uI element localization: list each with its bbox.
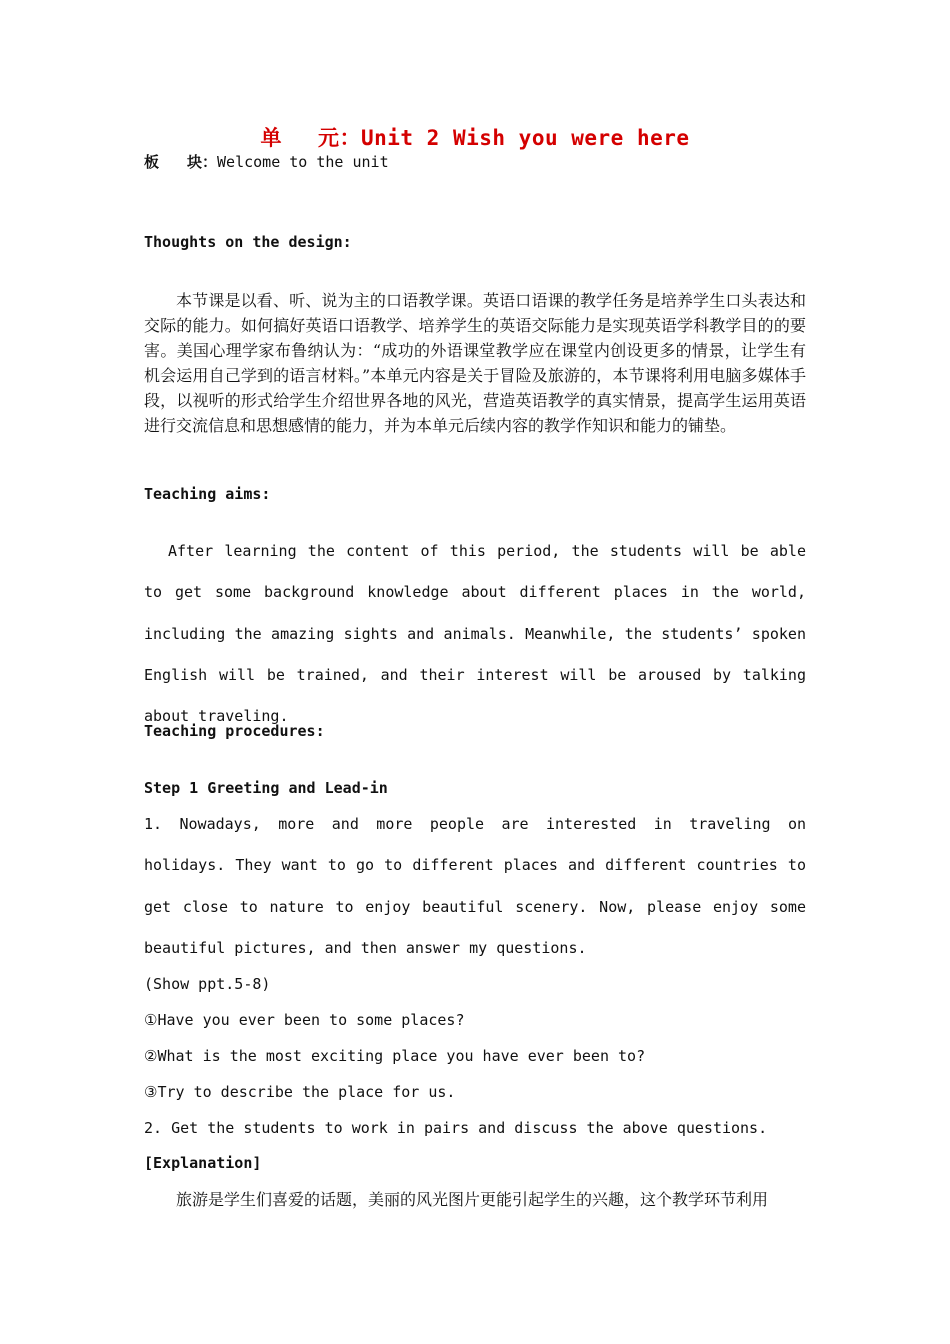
unit-label-b: 元： <box>317 126 361 150</box>
aims-paragraph: After learning the content of this period, the students will be able to get some background knowledge about different places in the world, including the amazing sights and animals. Meanwhile, the students’ spoken English will be trained, and their interest will be aroused by talking about traveling. <box>144 542 806 726</box>
unit-label-a: 单 <box>260 126 282 150</box>
question-item: ②What is the most exciting place you have ever been to? <box>144 1047 646 1065</box>
module-value: Welcome to the unit <box>217 153 389 171</box>
aims-heading: Teaching aims: <box>144 485 271 503</box>
procedures-heading: Teaching procedures: <box>144 722 325 740</box>
unit-title <box>0 122 950 152</box>
module-label-a: 板 <box>144 153 160 171</box>
step1-paragraph: 1. Nowadays, more and more people are interested in traveling on holidays. They want to go to different places and different countries to get close to nature to enjoy beautiful scenery. Now, please enjoy some beautiful pictures, and then answer my questions. <box>144 815 806 957</box>
module-line <box>144 151 806 172</box>
unit-title-text: Unit 2 Wish you were here <box>360 126 690 150</box>
design-paragraph: 本节课是以看、听、说为主的口语教学课。英语口语课的教学任务是培养学生口头表达和交际的能力。如何搞好英语口语教学、培养学生的英语交际能力是实现英语学科教学目的的要害。美国心理学家布鲁纳认为：“成功的外语课堂教学应在课堂内创设更多的情景，让学生有机会运用自己学到的语言材料。”本单元内容是关于冒险及旅游的，本节课将利用电脑多媒体手段，以视听的形式给学生介绍世界各地的风光，营造英语教学的真实情景，提高学生运用英语进行交流信息和思想感情的能力，并为本单元后续内容的教学作知识和能力的铺垫。 <box>144 291 806 435</box>
pair-work-instruction: 2. Get the students to work in pairs and discuss the above questions. <box>144 1119 768 1137</box>
show-ppt-note: (Show ppt.5-8) <box>144 975 271 993</box>
explanation-paragraph: 旅游是学生们喜爱的话题，美丽的风光图片更能引起学生的兴趣，这个教学环节利用 <box>176 1190 769 1209</box>
module-label-b: 块： <box>187 153 218 171</box>
module-label <box>144 153 217 171</box>
explanation-heading: [Explanation] <box>144 1154 262 1172</box>
question-item: ①Have you ever been to some places? <box>144 1011 465 1029</box>
question-item: ③Try to describe the place for us. <box>144 1083 456 1101</box>
step1-heading: Step 1 Greeting and Lead-in <box>144 779 388 797</box>
design-heading: Thoughts on the design: <box>144 233 352 251</box>
